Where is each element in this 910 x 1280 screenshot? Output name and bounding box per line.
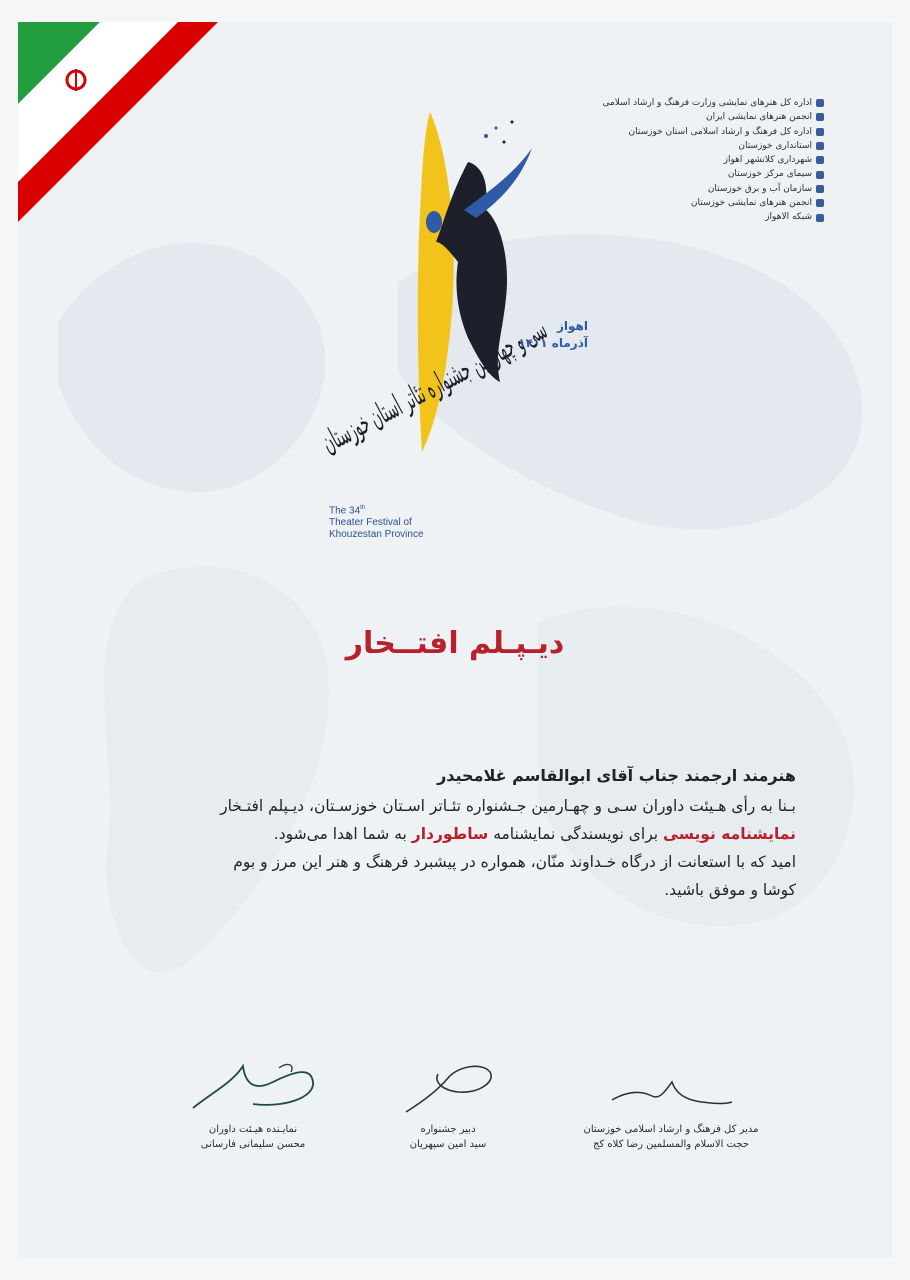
sponsor-item: اداره کل هنرهای نمایشی وزارت فرهنگ و ارشاد اسلامی: [544, 96, 824, 110]
handwritten-signature: [398, 1058, 498, 1118]
iran-flag-ribbon: [18, 22, 228, 232]
governorate-logo-icon: [816, 142, 824, 150]
body-line: بـنا به رأی هـیئت داوران سـی و چهـارمین جـشنواره تئـاتر اسـتان خوزسـتان، دیـپلم افتـخار: [220, 797, 796, 815]
water-power-logo-icon: [816, 185, 824, 193]
ershad-logo-icon: [816, 128, 824, 136]
sponsor-item: استانداری خوزستان: [544, 139, 824, 153]
association-logo-icon: [816, 113, 824, 121]
sponsor-item: اداره کل فرهنگ و ارشاد اسلامی استان خوزستان: [544, 125, 824, 139]
signature-secretary: دبیر جشنواره سید امین سپهریان: [368, 1058, 528, 1152]
festival-english-title: The 34th Theater Festival of Khouzestan Province: [329, 505, 424, 541]
signature-jury: نمایـنده هیـئت داوران محسن سلیمانی فارسانی: [168, 1052, 338, 1152]
body-line: کوشا و موفق باشید.: [664, 881, 796, 899]
festival-city-date: اهواز آذرماه ۱۴۰۱: [518, 319, 588, 350]
sponsor-item: سازمان آب و برق خوزستان: [544, 182, 824, 196]
alahwaz-network-logo-icon: [816, 214, 824, 222]
certificate-sheet: [18, 22, 892, 1258]
certificate-title: دیـپـلم افتــخار: [345, 626, 565, 661]
sponsor-list: [544, 96, 824, 225]
handwritten-signature: [606, 1070, 736, 1118]
signature-director: مدیر کل فرهنگ و ارشاد اسلامی خوزستان حجت الاسلام والمسلمین رضا کلاه کج: [566, 1070, 776, 1152]
municipality-logo-icon: [816, 156, 824, 164]
body-line: نمایشنامه نویسی برای نویسندگی نمایشنامه ساطوردار به شما اهدا می‌شود.: [273, 825, 796, 843]
sponsor-item: شبکه الاهواز: [544, 210, 824, 224]
sponsor-item: سیمای مرکز خوزستان: [544, 167, 824, 181]
sponsor-item: انجمن هنرهای نمایشی خوزستان: [544, 196, 824, 210]
sponsor-item: شهرداری کلانشهر اهواز: [544, 153, 824, 167]
body-line: امید که با استعانت از درگاه خـداوند منّان، همواره در پیشبرد فرهنگ و هنر این مرز و بوم: [233, 853, 796, 871]
tv-logo-icon: [816, 171, 824, 179]
sponsor-item: انجمن هنرهای نمایشی ایران: [544, 110, 824, 124]
play-title: ساطوردار: [411, 825, 489, 843]
ministry-logo-icon: [816, 99, 824, 107]
award-category: نمایشنامه نویسی: [663, 825, 796, 843]
provincial-association-logo-icon: [816, 199, 824, 207]
certificate-addressee: هنرمند ارجمند جناب آقای ابوالقاسم غلامحیدر: [437, 766, 796, 785]
handwritten-signature: [183, 1052, 323, 1118]
certificate-body: [52, 762, 796, 904]
